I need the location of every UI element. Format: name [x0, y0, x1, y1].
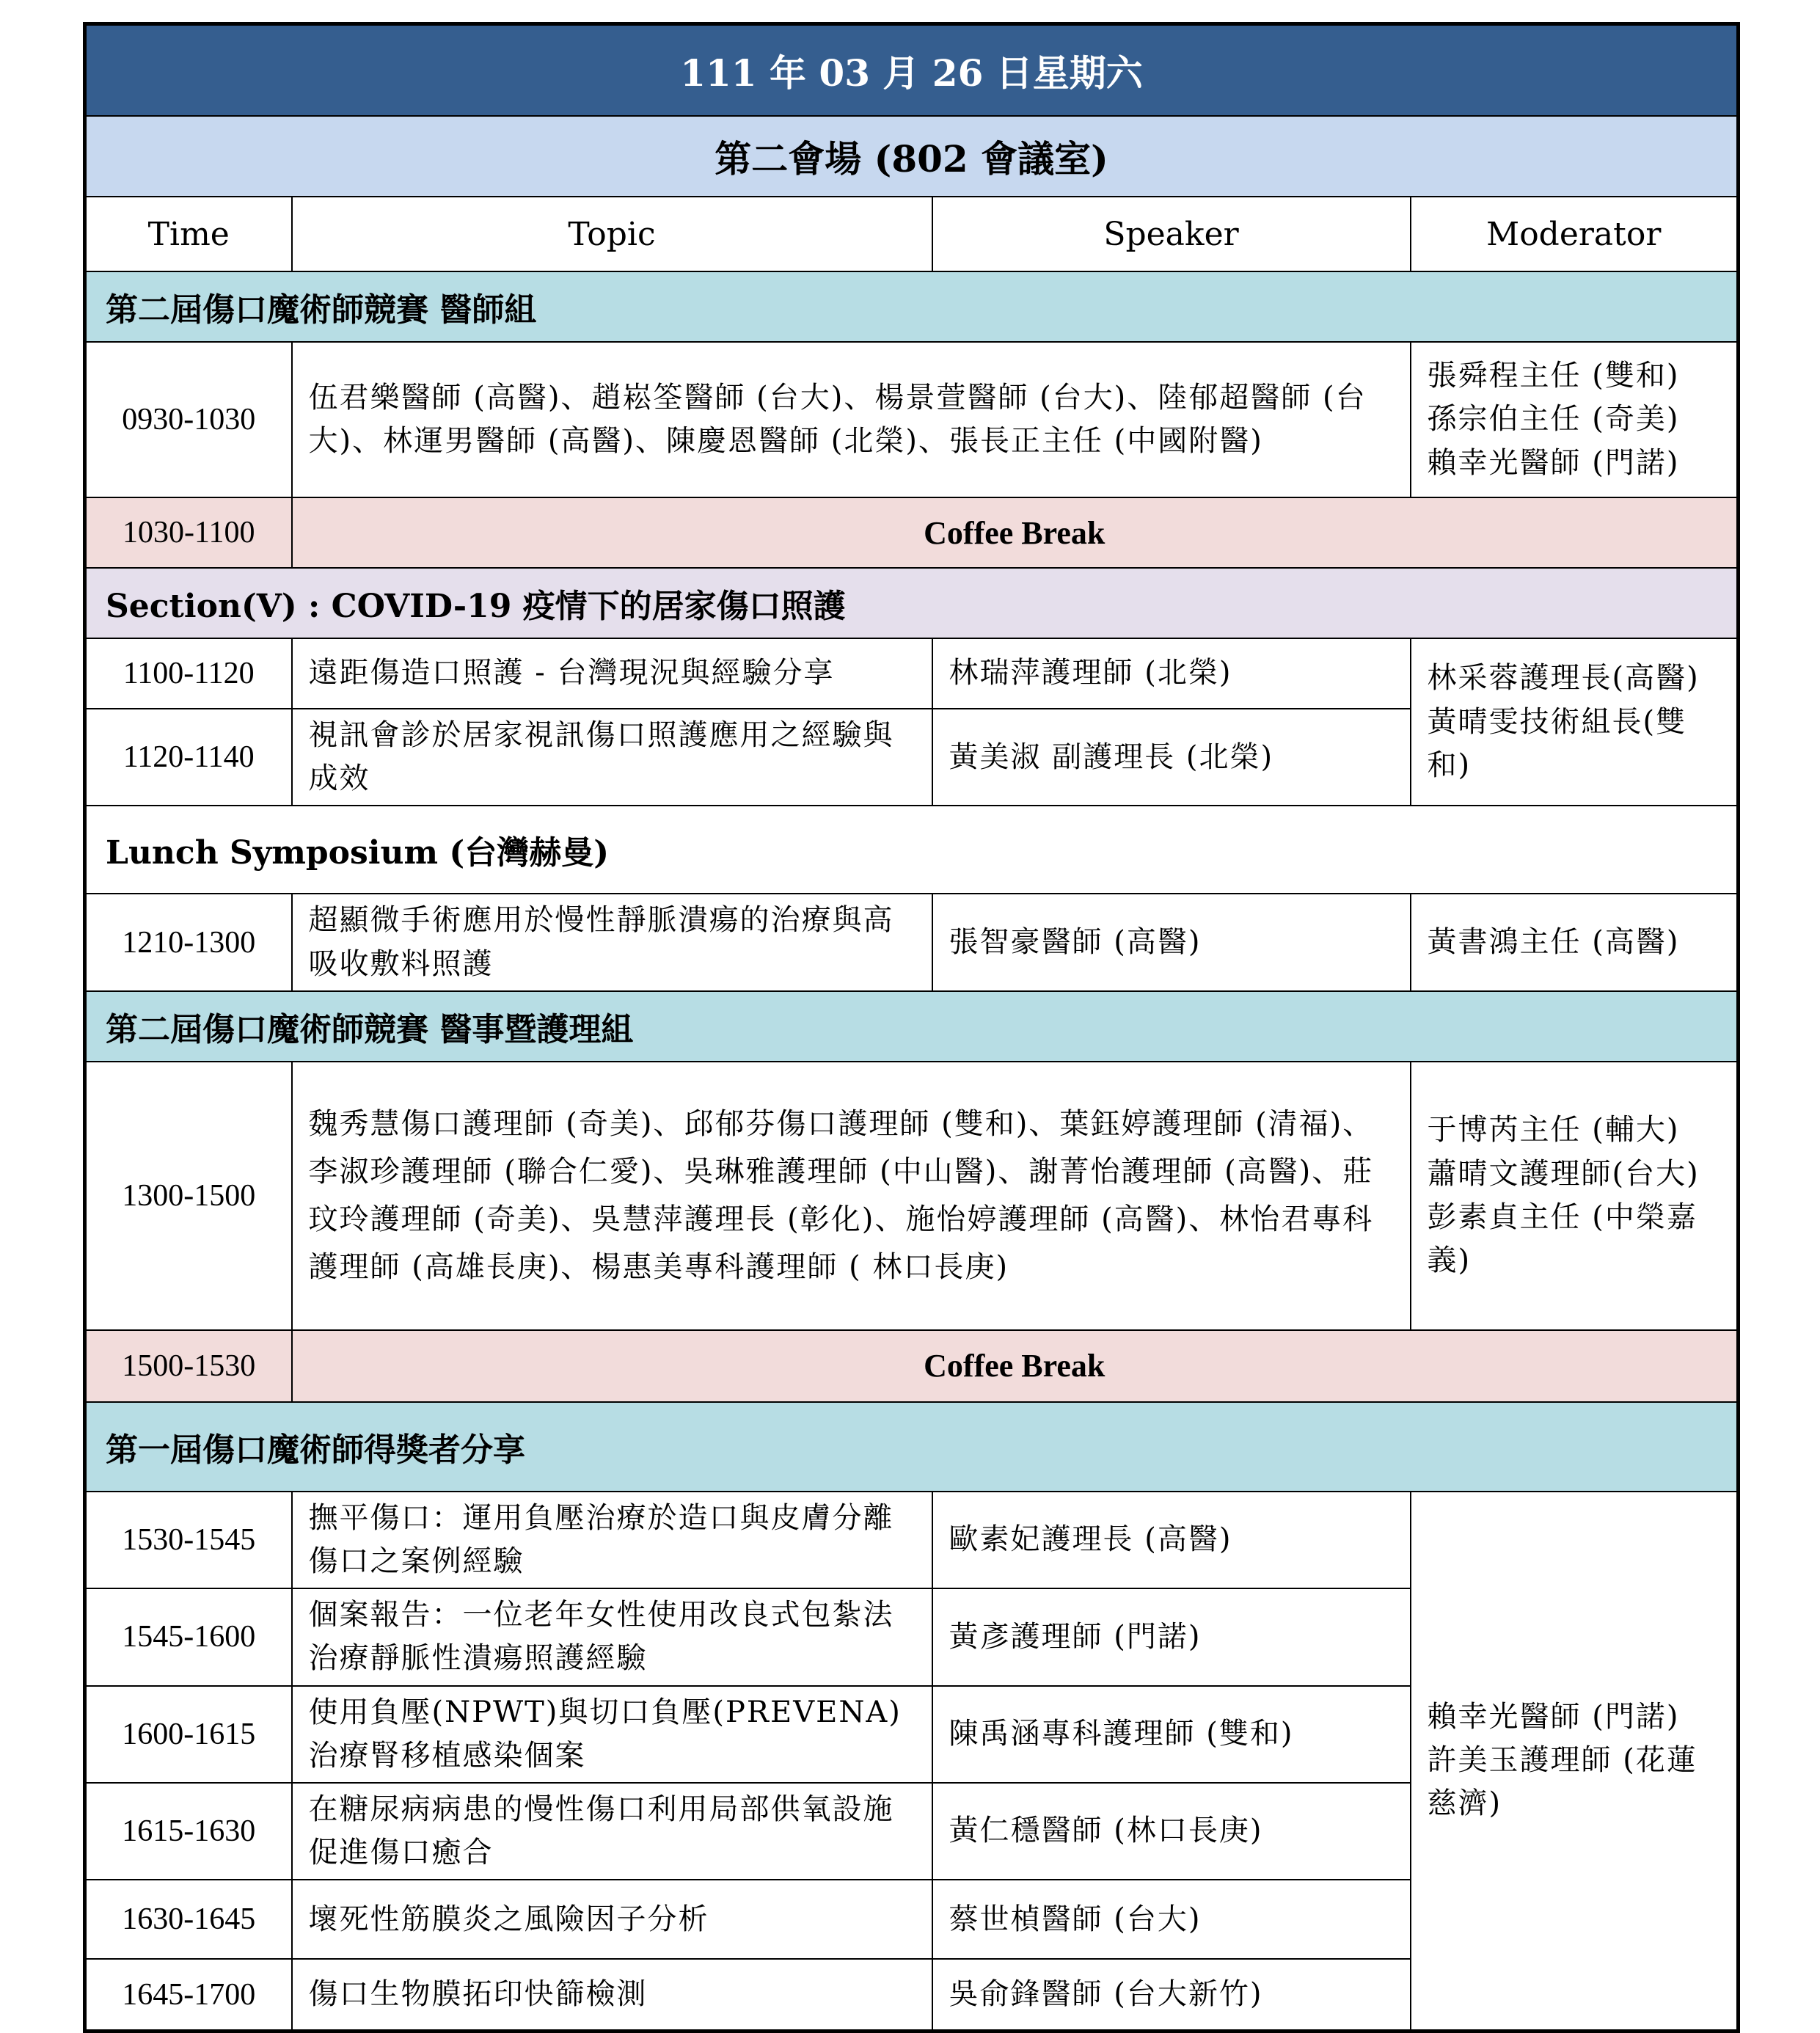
speaker-cell: 吳俞鋒醫師 (台大新竹) [932, 1959, 1411, 2031]
time-cell: 1300-1500 [85, 1062, 292, 1330]
time-cell: 1545-1600 [85, 1588, 292, 1685]
speaker-cell: 黃仁穩醫師 (林口長庚) [932, 1783, 1411, 1880]
time-cell: 1100-1120 [85, 638, 292, 709]
date-header-row [85, 24, 1739, 117]
moderator-name: 賴幸光醫師 (門諾) [1427, 445, 1680, 480]
speaker-cell: 蔡世楨醫師 (台大) [932, 1880, 1411, 1959]
section-title: 第二屆傷口魔術師競賽 醫師組 [85, 271, 1739, 342]
moderator-cell: 于博芮主任 (輔大) 蕭晴文護理師(台大) 彭素貞主任 (中榮嘉義) [1411, 1062, 1739, 1330]
section-title: 第二屆傷口魔術師競賽 醫事暨護理組 [85, 991, 1739, 1062]
table-row [85, 1492, 1739, 1588]
date-title: 111 年 03 月 26 日星期六 [85, 24, 1739, 117]
moderator-cell: 賴幸光醫師 (門諾) 許美玉護理師 (花蓮慈濟) [1411, 1492, 1739, 2032]
section-title: 第一屆傷口魔術師得獎者分享 [85, 1402, 1739, 1492]
time-cell: 1615-1630 [85, 1783, 292, 1880]
coffee-break-label: Coffee Break [292, 497, 1739, 568]
topic-cell: 撫平傷口：運用負壓治療於造口與皮膚分離傷口之案例經驗 [292, 1492, 932, 1588]
topic-cell: 在糖尿病病患的慢性傷口利用局部供氧設施促進傷口癒合 [292, 1783, 932, 1880]
moderator-cell: 黃書鴻主任 (高醫) [1411, 894, 1739, 990]
time-cell: 0930-1030 [85, 342, 292, 497]
section-header-row [85, 568, 1739, 638]
time-cell: 1630-1645 [85, 1880, 292, 1959]
topic-cell: 超顯微手術應用於慢性靜脈潰瘍的治療與高吸收敷料照護 [292, 894, 932, 990]
time-cell: 1210-1300 [85, 894, 292, 990]
table-row [85, 1062, 1739, 1330]
topic-cell: 個案報告：一位老年女性使用改良式包紮法治療靜脈性潰瘍照護經驗 [292, 1588, 932, 1685]
venue-title: 第二會場 (802 會議室) [85, 116, 1739, 197]
column-header-row [85, 197, 1739, 271]
column-header-moderator: Moderator [1411, 197, 1739, 271]
participants-cell: 伍君樂醫師 (高醫)、趙崧筌醫師 (台大)、楊景萱醫師 (台大)、陸郁超醫師 (台大)、林運男醫師 (高醫)、陳慶恩醫師 (北榮)、張長正主任 (中國附醫) [292, 342, 1411, 497]
table-row [85, 342, 1739, 497]
time-cell: 1120-1140 [85, 709, 292, 806]
column-header-topic: Topic [292, 197, 932, 271]
speaker-cell: 張智豪醫師 (高醫) [932, 894, 1411, 990]
venue-header-row [85, 116, 1739, 197]
moderator-name: 張舜程主任 (雙和) [1427, 359, 1680, 393]
section-title: Section(V) : COVID-19 疫情下的居家傷口照護 [85, 568, 1739, 638]
participants-cell: 魏秀慧傷口護理師 (奇美)、邱郁芬傷口護理師 (雙和)、葉鈺婷護理師 (清福)、李淑珍護理師 (聯合仁愛)、吳琳雅護理師 (中山醫)、謝菁怡護理師 (高醫)、莊玟玲護理師 (奇美)、吳慧萍護理長 (彰化)、施怡婷護理師 (高醫)、林怡君專科護理師 (高雄長庚)、楊惠美專科護理師 ( 林口長庚) [292, 1062, 1411, 1330]
speaker-cell: 陳禹涵專科護理師 (雙和) [932, 1686, 1411, 1783]
speaker-cell: 歐素妃護理長 (高醫) [932, 1492, 1411, 1588]
topic-cell: 視訊會診於居家視訊傷口照護應用之經驗與成效 [292, 709, 932, 806]
section-header-row [85, 991, 1739, 1062]
table-row [85, 894, 1739, 990]
column-header-time: Time [85, 197, 292, 271]
time-cell: 1030-1100 [85, 497, 292, 568]
topic-cell: 壞死性筋膜炎之風險因子分析 [292, 1880, 932, 1959]
moderator-cell [1411, 342, 1739, 497]
moderator-cell: 林采蓉護理長(高醫) 黃晴雯技術組長(雙和) [1411, 638, 1739, 806]
time-cell: 1530-1545 [85, 1492, 292, 1588]
section-header-row [85, 271, 1739, 342]
section-header-row [85, 806, 1739, 894]
coffee-break-row [85, 497, 1739, 568]
table-row [85, 638, 1739, 709]
coffee-break-row [85, 1330, 1739, 1402]
time-cell: 1500-1530 [85, 1330, 292, 1402]
speaker-cell: 黃彥護理師 (門諾) [932, 1588, 1411, 1685]
column-header-speaker: Speaker [932, 197, 1411, 271]
topic-cell: 傷口生物膜拓印快篩檢測 [292, 1959, 932, 2031]
time-cell: 1645-1700 [85, 1959, 292, 2031]
speaker-cell: 林瑞萍護理師 (北榮) [932, 638, 1411, 709]
moderator-name: 孫宗伯主任 (奇美) [1427, 402, 1680, 437]
coffee-break-label: Coffee Break [292, 1330, 1739, 1402]
schedule-table [83, 22, 1740, 2033]
time-cell: 1600-1615 [85, 1686, 292, 1783]
section-title: Lunch Symposium (台灣赫曼) [85, 806, 1739, 894]
speaker-cell: 黃美淑 副護理長 (北榮) [932, 709, 1411, 806]
section-header-row [85, 1402, 1739, 1492]
topic-cell: 使用負壓(NPWT)與切口負壓(PREVENA)治療腎移植感染個案 [292, 1686, 932, 1783]
topic-cell: 遠距傷造口照護 - 台灣現況與經驗分享 [292, 638, 932, 709]
